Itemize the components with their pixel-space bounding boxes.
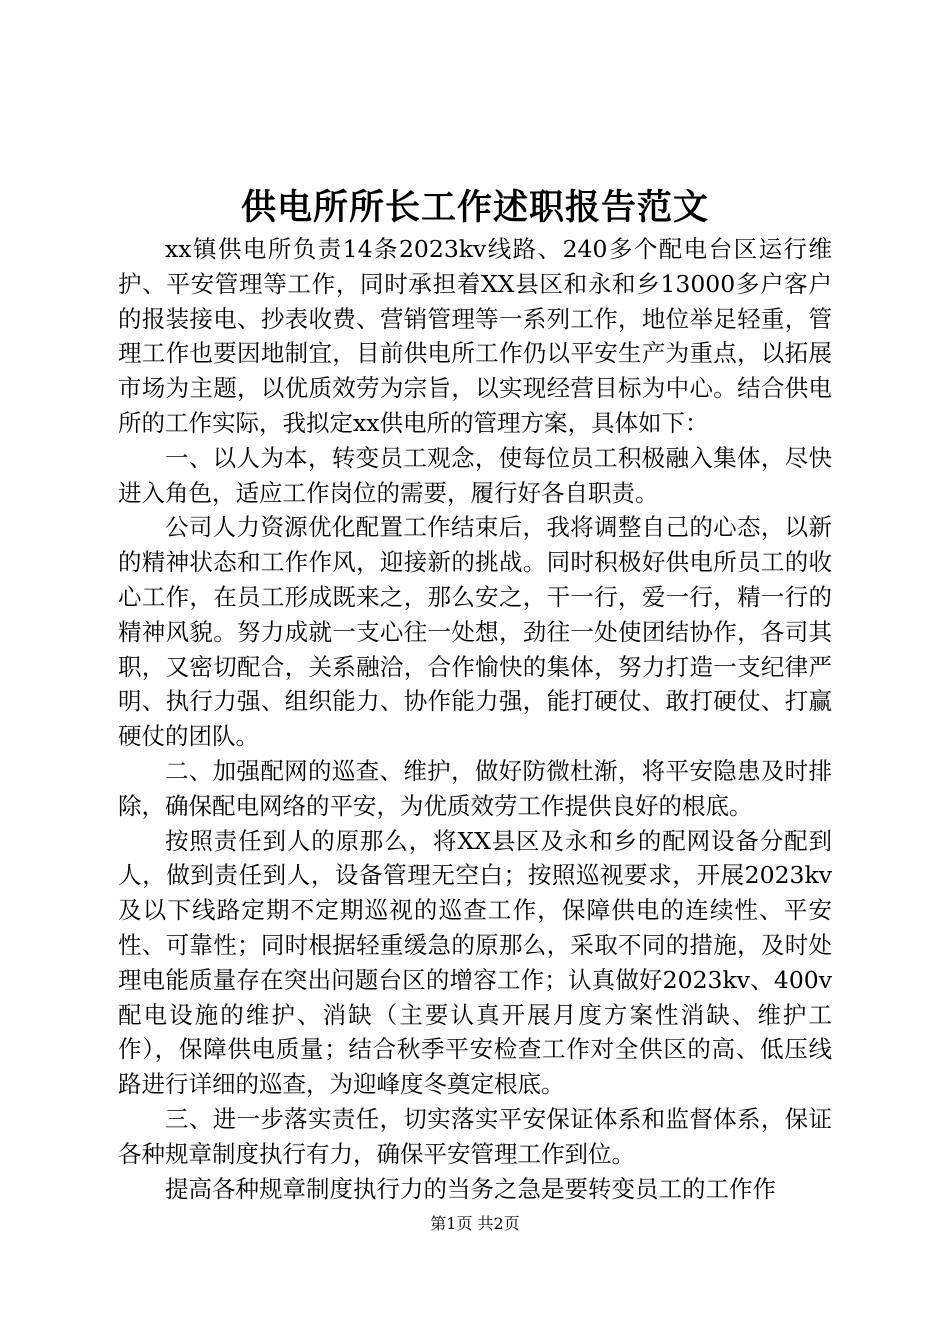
- paragraph: 一、以人为本，转变员工观念，使每位员工积极融入集体，尽快进入角色，适应工作岗位的需要，履行好各自职责。: [118, 443, 832, 507]
- paragraph: 提高各种规章制度执行力的当务之急是要转变员工的工作作: [165, 1174, 776, 1203]
- paragraph: xx镇供电所负责14条2023kv线路、240多个配电台区运行维护、平安管理等工作，同时承担着XX县区和永和乡13000多户客户的报装接电、抄表收费、营销管理等一系列工作，地位举足轻重，管理工作也要因地制宜，目前供电所工作仍以平安生产为重点，以拓展市场为主题，以优质效劳为宗旨，以实现经营目标为中心。结合供电所的工作实际，我拟定xx供电所的管理方案，具体如下：: [118, 235, 832, 437]
- paragraph: 三、进一步落实责任，切实落实平安保证体系和监督体系，保证各种规章制度执行有力，确保平安管理工作到位。: [118, 1104, 832, 1168]
- document-title: 供电所所长工作述职报告范文: [240, 187, 709, 228]
- paragraph: 公司人力资源优化配置工作结束后，我将调整自己的心态，以新的精神状态和工作作风，迎接新的挑战。同时积极好供电所员工的收心工作，在员工形成既来之，那么安之，干一行，爱一行，精一行的精神风貌。努力成就一支心往一处想，劲往一处使团结协作，各司其职，又密切配合，关系融洽，合作愉快的集体，努力打造一支纪律严明、执行力强、组织能力、协作能力强，能打硬仗、敢打硬仗、打赢硬仗的团队。: [118, 513, 832, 751]
- page-footer: 第1页 共2页: [430, 1214, 520, 1233]
- paragraph: 二、加强配网的巡查、维护，做好防微杜渐，将平安隐患及时排除，确保配电网络的平安，为优质效劳工作提供良好的根底。: [118, 756, 832, 820]
- paragraph: 按照责任到人的原那么，将XX县区及永和乡的配网设备分配到人，做到责任到人，设备管理无空白；按照巡视要求，开展2023kv及以下线路定期不定期巡视的巡查工作，保障供电的连续性、平安性、可靠性；同时根据轻重缓急的原那么，采取不同的措施，及时处理电能质量存在突出问题台区的增容工作；认真做好2023kv、400v配电设施的维护、消缺（主要认真开展月度方案性消缺、维护工作），保障供电质量；结合秋季平安检查工作对全供区的高、低压线路进行详细的巡查，为迎峰度冬奠定根底。: [118, 826, 832, 1099]
- document-body: [118, 232, 832, 1206]
